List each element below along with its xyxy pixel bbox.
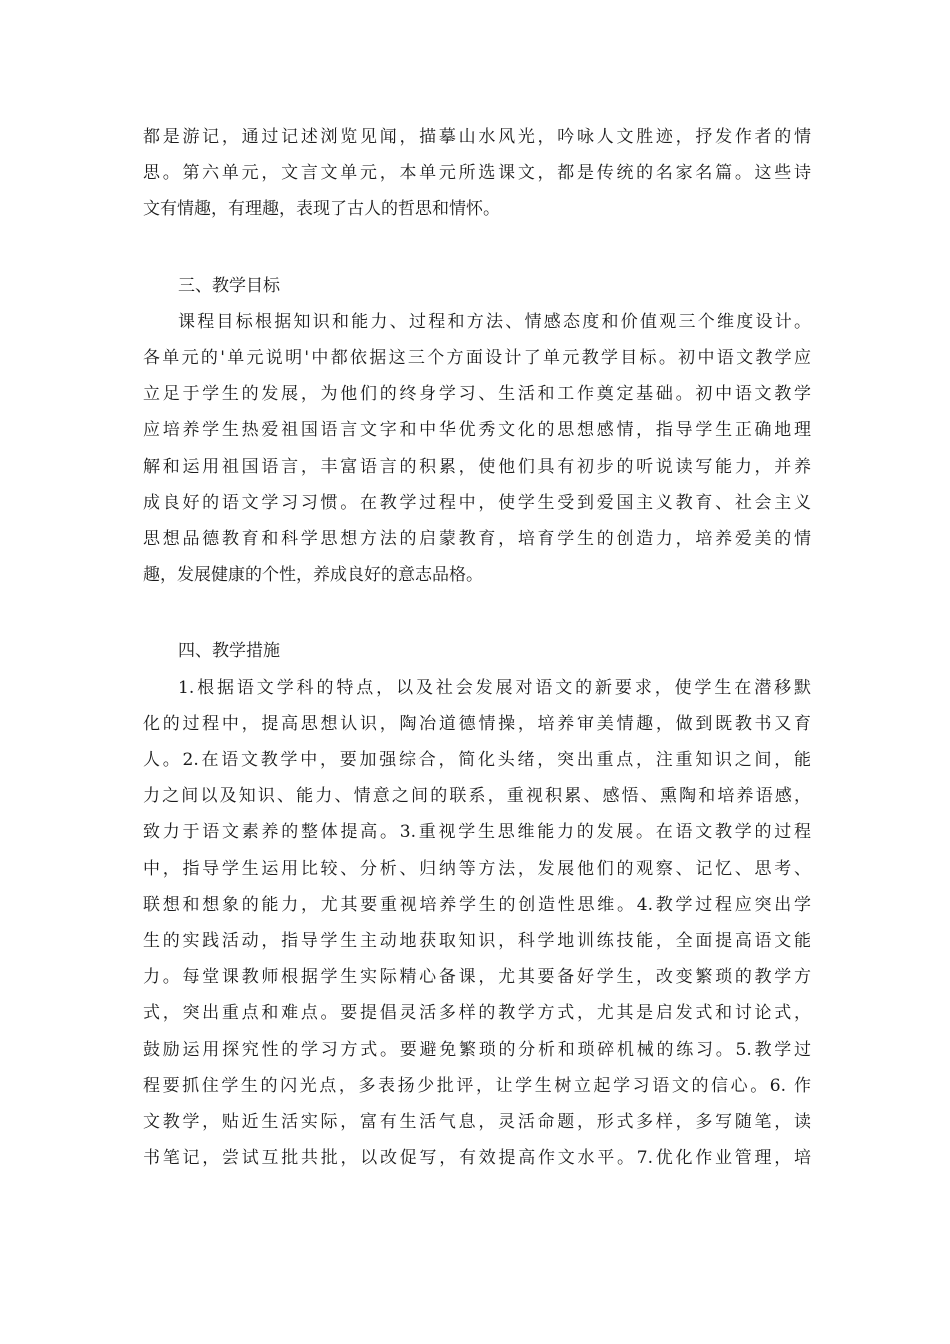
text-line: 力。每堂课教师根据学生实际精心备课，尤其要备好学生，改变繁琐的教学方 [143, 967, 811, 988]
teaching-measures-paragraph [143, 670, 811, 1177]
text-line: 成良好的语文学习习惯。在教学过程中，使学生受到爱国主义教育、社会主义 [143, 492, 811, 513]
text-line: 书笔记，尝试互批共批，以改促写，有效提高作文水平。7.优化作业管理，培 [143, 1148, 811, 1169]
section-spacer [143, 593, 811, 633]
text-line: 思想品德教育和科学思想方法的启蒙教育，培育学生的创造力，培养爱美的情 [143, 529, 811, 550]
text-line: 生的实践活动，指导学生主动地获取知识，科学地训练技能，全面提高语文能 [143, 931, 811, 952]
text-line: 力之间以及知识、能力、情意之间的联系，重视积累、感悟、熏陶和培养语感， [143, 786, 811, 807]
text-line: 文教学，贴近生活实际，富有生活气息，灵活命题，形式多样，多写随笔，读 [143, 1112, 811, 1133]
text-line: 应培养学生热爱祖国语言文字和中华优秀文化的思想感情，指导学生正确地理 [143, 420, 811, 441]
text-line: 联想和想象的能力，尤其要重视培养学生的创造性思维。4.教学过程应突出学 [143, 894, 811, 915]
text-line: 思。第六单元，文言文单元，本单元所选课文，都是传统的名家名篇。这些诗 [143, 163, 811, 184]
section-heading-teaching-measures: 四、教学措施 [178, 641, 280, 662]
text-line: 式，突出重点和难点。要提倡灵活多样的教学方式，尤其是启发式和讨论式， [143, 1003, 811, 1024]
text-line: 立足于学生的发展，为他们的终身学习、生活和工作奠定基础。初中语文教学 [143, 384, 811, 405]
text-line: 文有情趣，有理趣，表现了古人的哲思和情怀。 [143, 199, 500, 220]
text-line: 化的过程中，提高思想认识，陶冶道德情操，培养审美情趣，做到既教书又育 [143, 713, 811, 734]
document-page [143, 119, 811, 1176]
text-line: 鼓励运用探究性的学习方式。要避免繁琐的分析和琐碎机械的练习。5.教学过 [143, 1039, 811, 1060]
text-line: 趣，发展健康的个性，养成良好的意志品格。 [143, 565, 483, 586]
section-heading-teaching-goals: 三、教学目标 [178, 275, 280, 296]
intro-paragraph [143, 119, 811, 228]
text-line: 程要抓住学生的闪光点，多表扬少批评，让学生树立起学习语文的信心。6. 作 [143, 1075, 811, 1096]
text-line: 课程目标根据知识和能力、过程和方法、情感态度和价值观三个维度设计。 [178, 311, 811, 332]
text-line: 致力于语文素养的整体提高。3.重视学生思维能力的发展。在语文教学的过程 [143, 822, 811, 843]
text-line: 都是游记，通过记述浏览见闻，描摹山水风光，吟咏人文胜迹，抒发作者的情 [143, 127, 811, 147]
text-line: 中，指导学生运用比较、分析、归纳等方法，发展他们的观察、记忆、思考、 [143, 858, 811, 879]
text-line: 1.根据语文学科的特点，以及社会发展对语文的新要求，使学生在潜移默 [178, 677, 811, 698]
text-line: 各单元的'单元说明'中都依据这三个方面设计了单元教学目标。初中语文教学应 [143, 348, 811, 369]
text-line: 人。2.在语文教学中，要加强综合，简化头绪，突出重点，注重知识之间，能 [143, 750, 811, 771]
teaching-goals-paragraph [143, 304, 811, 594]
section-spacer [143, 228, 811, 268]
text-line: 解和运用祖国语言，丰富语言的积累，使他们具有初步的听说读写能力，并养 [143, 456, 811, 477]
